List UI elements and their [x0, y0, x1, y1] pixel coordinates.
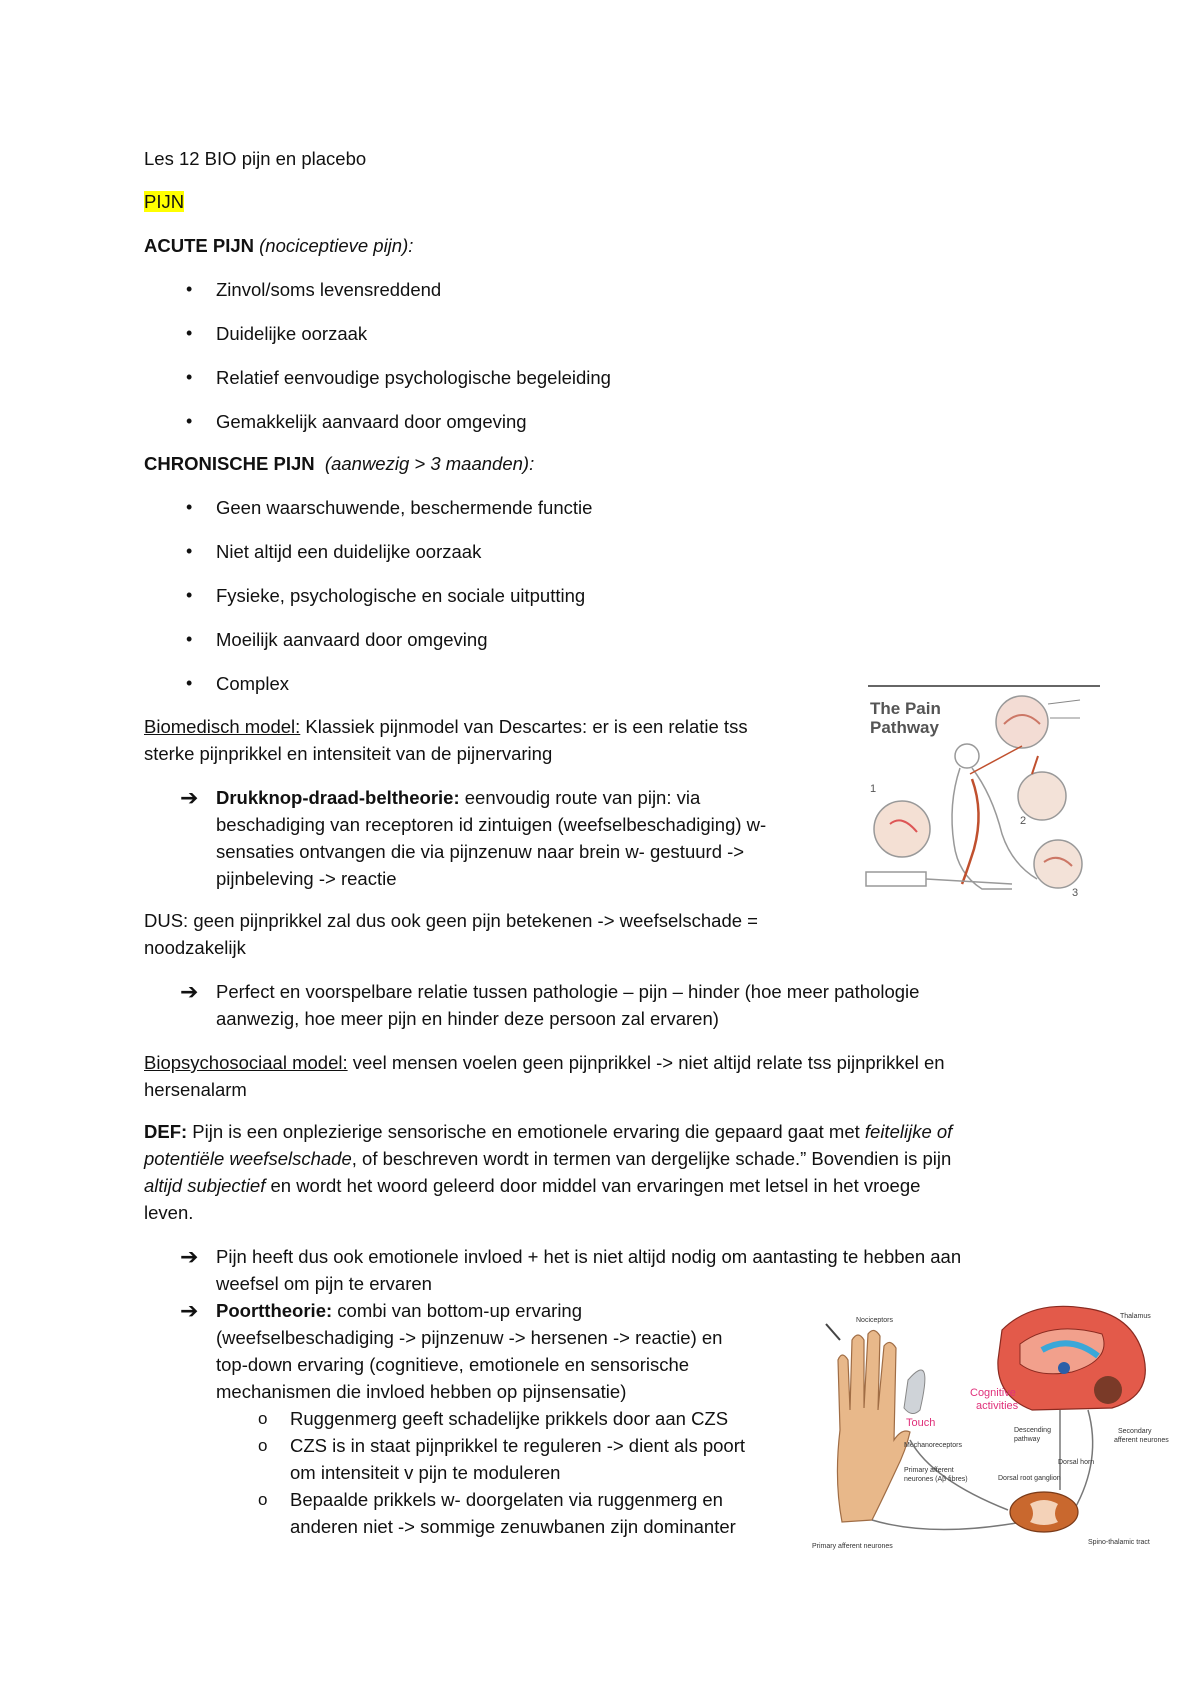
chronic-qualifier-tail: ):	[522, 453, 535, 474]
bullet-marker: •	[186, 541, 193, 561]
list-item: Duidelijke oorzaak	[216, 323, 368, 344]
def-text2a: potentiële weefselschade	[144, 1148, 352, 1169]
bullet-marker: •	[186, 411, 193, 431]
def-text1a: Pijn is een onplezierige sensorische en emotionele ervaring die gepaard gaat met	[187, 1121, 865, 1142]
label-descending-1: Descending	[1014, 1427, 1051, 1434]
gate-control-figure	[812, 1300, 1176, 1562]
pathway-number-2: 2	[1020, 815, 1027, 827]
sub-marker: o	[258, 1490, 268, 1509]
label-secondary-1: Secondary	[1118, 1428, 1152, 1435]
def-line1	[144, 1118, 952, 1145]
biomed-arrow-line1	[216, 784, 700, 811]
label-thalamus: Thalamus	[1120, 1313, 1151, 1320]
label-primary-afferent: Primary afferent neurones	[812, 1543, 893, 1550]
pathway-title-line2: Pathway	[870, 718, 939, 737]
biomed-line1	[144, 713, 748, 740]
poort-line3: top-down ervaring (cognitieve, emotionele en sensorische	[216, 1354, 690, 1375]
arrow-icon: ➔	[180, 979, 199, 1004]
pathway-title-line1: The Pain	[870, 699, 941, 718]
def-line4: leven.	[144, 1202, 194, 1223]
label-nociceptors: Nociceptors	[856, 1317, 893, 1324]
dus-line2: noodzakelijk	[144, 937, 246, 958]
label-secondary-2: afferent neurones	[1114, 1437, 1169, 1444]
bullet-marker: •	[186, 279, 193, 299]
dus-arrow-line1: Perfect en voorspelbare relatie tussen pathologie – pijn – hinder (hoe meer pathologie	[216, 981, 920, 1002]
document-title: Les 12 BIO pijn en placebo	[144, 148, 367, 169]
emo-line2: weefsel om pijn te ervaren	[216, 1273, 432, 1294]
poort-sub2a: CZS is in staat pijnprikkel te reguleren -> dient als poort	[290, 1435, 746, 1456]
bullet-marker: •	[186, 367, 193, 387]
section-pijn-label: PIJN	[144, 191, 185, 212]
def-text2b: , of beschreven wordt in termen van dergelijke schade.” Bovendien is pijn	[351, 1148, 952, 1169]
poort-text1: combi van bottom-up ervaring	[332, 1300, 583, 1321]
def-line2	[144, 1145, 951, 1172]
list-item: Moeilijk aanvaard door omgeving	[216, 629, 488, 650]
chronic-heading-label: CHRONISCHE PIJN	[144, 453, 315, 474]
label-cognitive-2: activities	[976, 1400, 1019, 1412]
list-item: Niet altijd een duidelijke oorzaak	[216, 541, 482, 562]
label-dorsal-root: Dorsal root ganglion	[998, 1475, 1061, 1482]
gate-control-illustration	[812, 1300, 1176, 1562]
def-text3a: altijd subjectief	[144, 1175, 266, 1196]
list-item: Fysieke, psychologische en sociale uitputting	[216, 585, 586, 606]
dus-line1: DUS: geen pijnprikkel zal dus ook geen pijn betekenen -> weefselschade =	[144, 910, 758, 931]
drukknop-text: eenvoudig route van pijn: via	[459, 787, 701, 808]
biomed-line2: sterke pijnprikkel en intensiteit van de pijnervaring	[144, 743, 553, 764]
poort-sub3b: anderen niet -> sommige zenuwbanen zijn dominanter	[290, 1516, 736, 1537]
acute-heading	[144, 232, 413, 259]
bullet-marker: •	[186, 629, 193, 649]
label-cognitive-1: Cognitive	[970, 1387, 1016, 1399]
list-item: Gemakkelijk aanvaard door omgeving	[216, 411, 527, 432]
def-label: DEF:	[144, 1121, 188, 1142]
chronic-qualifier: (aanwezig > 3 maanden	[324, 453, 523, 474]
def-text3b: en wordt het woord geleerd door middel van ervaringen met letsel in het vroege	[265, 1175, 921, 1196]
biopsy-line1	[144, 1049, 945, 1076]
pathway-number-1: 1	[870, 783, 877, 795]
biomed-label: Biomedisch model:	[144, 716, 301, 737]
bullet-marker: •	[186, 323, 193, 343]
poort-label: Poorttheorie:	[216, 1300, 333, 1321]
arrow-icon: ➔	[180, 1298, 199, 1323]
pain-pathway-illustration	[862, 684, 1102, 912]
biomed-arrow-line3: sensaties ontvangen die via pijnzenuw naar brein w- gestuurd ->	[216, 841, 745, 862]
sub-marker: o	[258, 1409, 268, 1428]
sub-marker: o	[258, 1436, 268, 1455]
poort-sub1: Ruggenmerg geeft schadelijke prikkels door aan CZS	[290, 1408, 729, 1429]
label-descending-2: pathway	[1014, 1436, 1041, 1443]
drukknop-label: Drukknop-draad-beltheorie:	[216, 787, 460, 808]
arrow-icon: ➔	[180, 785, 199, 810]
biomed-arrow-line2: beschadiging van receptoren id zintuigen (weefselbeschadiging) w-	[216, 814, 767, 835]
emo-line1: Pijn heeft dus ook emotionele invloed + het is niet altijd nodig om aantasting te hebben aan	[216, 1246, 962, 1267]
label-spinothalamic: Spino-thalamic tract	[1088, 1539, 1150, 1546]
arrow-icon: ➔	[180, 1244, 199, 1269]
bullet-marker: •	[186, 673, 193, 693]
list-item: Zinvol/soms levensreddend	[216, 279, 442, 300]
def-text1b: feitelijke of	[864, 1121, 953, 1142]
poort-sub3a: Bepaalde prikkels w- doorgelaten via ruggenmerg en	[290, 1489, 723, 1510]
pathway-number-3: 3	[1072, 887, 1079, 899]
list-item: Relatief eenvoudige psychologische begeleiding	[216, 367, 611, 388]
poort-sub2b: om intensiteit v pijn te moduleren	[290, 1462, 561, 1483]
chronic-heading	[144, 450, 534, 477]
label-touch: Touch	[906, 1417, 936, 1429]
biopsy-label: Biopsychosociaal model:	[144, 1052, 348, 1073]
bullet-marker: •	[186, 585, 193, 605]
list-item: Geen waarschuwende, beschermende functie	[216, 497, 593, 518]
biopsy-line2: hersenalarm	[144, 1079, 247, 1100]
acute-qualifier-tail: ):	[402, 235, 414, 256]
label-dorsal-horn: Dorsal horn	[1058, 1459, 1095, 1466]
biomed-text1: Klassiek pijnmodel van Descartes: er is een relatie tss	[300, 716, 748, 737]
poort-line1	[216, 1297, 582, 1324]
acute-heading-label: ACUTE PIJN	[144, 235, 254, 256]
biopsy-text1: veel mensen voelen geen pijnprikkel -> niet altijd relate tss pijnprikkel en	[347, 1052, 945, 1073]
pain-pathway-figure	[862, 684, 1102, 912]
bullet-marker: •	[186, 497, 193, 517]
section-pijn	[144, 188, 184, 215]
list-item: Complex	[216, 673, 289, 694]
label-primary-ab-2: neurones (Aβ fibres)	[904, 1476, 968, 1483]
poort-line4: mechanismen die invloed hebben op pijnsensatie)	[216, 1381, 627, 1402]
acute-qualifier: (nociceptieve pijn	[259, 235, 403, 256]
poort-line2: (weefselbeschadiging -> pijnzenuw -> hersenen -> reactie) en	[216, 1327, 723, 1348]
dus-arrow-line2: aanwezig, hoe meer pijn en hinder deze persoon zal ervaren)	[216, 1008, 719, 1029]
label-mechanoreceptors: Mechanoreceptors	[904, 1442, 962, 1449]
biomed-arrow-line4: pijnbeleving -> reactie	[216, 868, 397, 889]
def-line3	[144, 1172, 920, 1199]
label-primary-ab-1: Primary afferent	[904, 1467, 954, 1474]
